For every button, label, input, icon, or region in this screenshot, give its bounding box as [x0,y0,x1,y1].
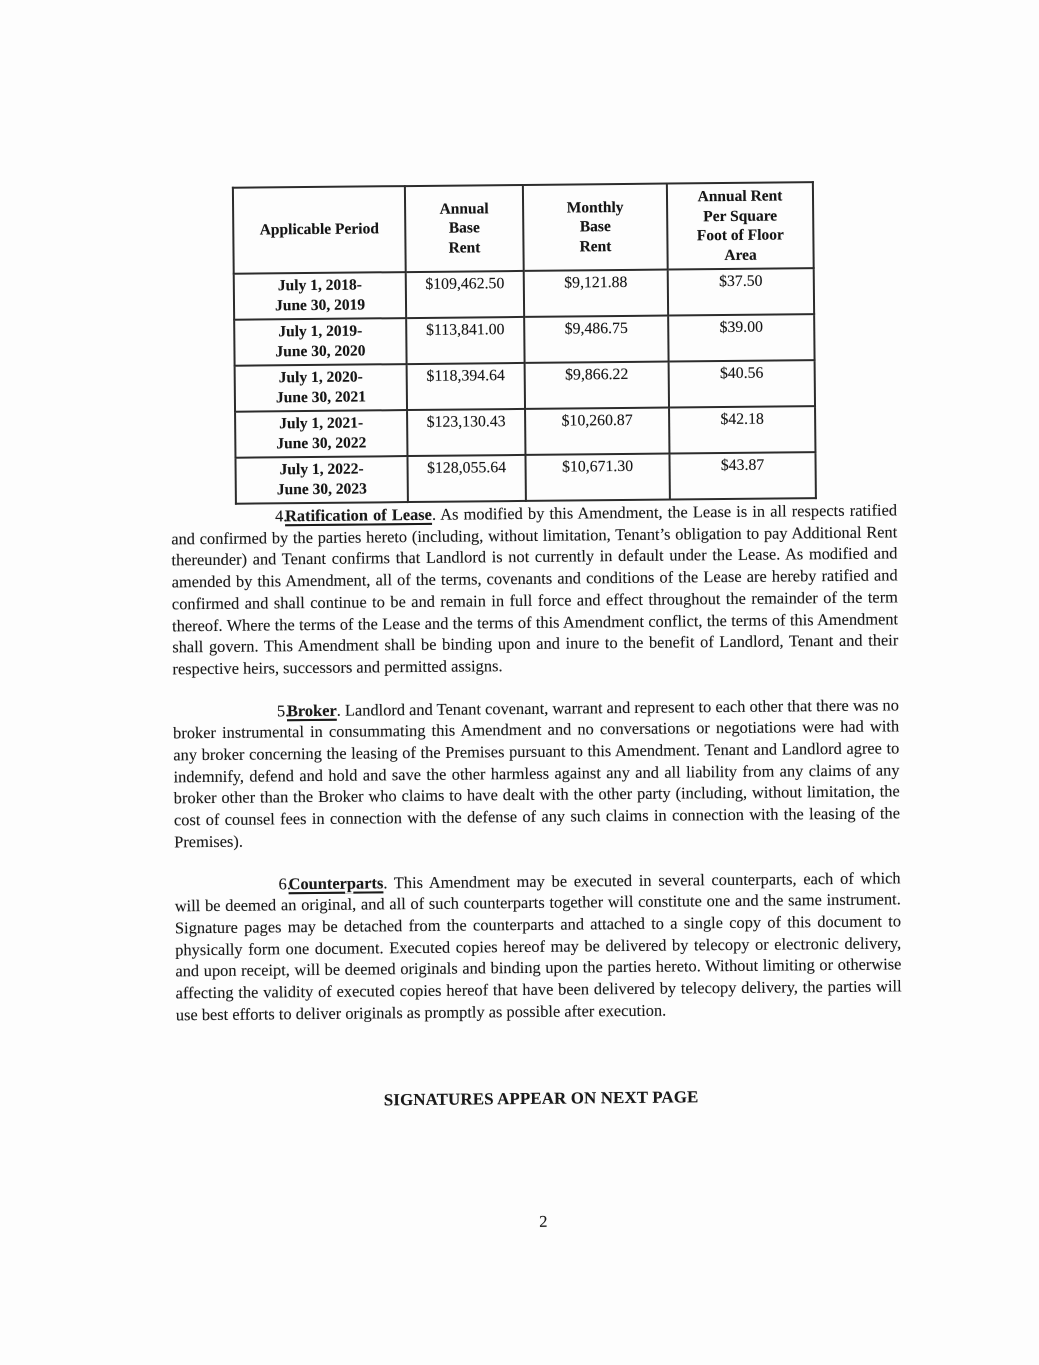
paragraph-body: . As modified by this Amendment, the Lease is in all respects ratified and confirmed by the parties hereto (including, without limitation, Tenant’s obligation to pay Additional Rent thereunder) and Tenant confirms that Landlord is not currently in default under the Lease. As modified and amended by this Amendment, all of the terms, covenants and conditions of the Lease are hereby ratified and confirmed and shall continue to be and remain in full force and effect throughout the remainder of the term thereof. Where the terms of the Lease and the terms of this Amendment conflict, the terms of this Amendment shall govern. This Amendment shall be binding upon and inure to the benefit of Landlord, Tenant and their respective heirs, successors and permitted assigns. [171,500,899,679]
header-line: Per Square [703,207,778,225]
header-line: Base [448,219,480,237]
paragraph-heading: Counterparts [288,872,384,893]
paragraph-number: 4. [274,506,288,526]
period-line: June 30, 2021 [275,388,366,407]
header-line: Annual Rent [697,187,783,206]
rent-per-sq-ft-cell: $37.50 [668,268,814,315]
period-line: July 1, 2020- [278,368,363,387]
rent-per-sq-ft-cell: $39.00 [668,314,814,361]
header-line: Area [724,246,757,264]
paragraph-ratification-of-lease [171,499,899,680]
table-row [235,360,815,412]
monthly-base-rent-cell: $9,866.22 [525,362,669,409]
paragraph-body: . Landlord and Tenant covenant, warrant and represent to each other that there was no broker instrumental in consummating this Amendment and no conversations or negotiations were had with any broker concerning the leasing of the Premises pursuant to this Amendment. Tenant and Landlord agree to indemnify, defend and hold and save the other harmless against any and all liability from any claims of any broker other than the Broker who claims to have dealt with the other party (including, without limitation, the cost of counsel fees in connection with the defense of any such claims in connection with the leasing of the Premises). [173,694,901,852]
header-annual-base-rent [405,185,524,272]
header-annual-rent-per-sq-ft [667,182,814,269]
rent-per-sq-ft-cell: $43.87 [669,452,815,499]
annual-base-rent-cell: $123,130.43 [407,409,525,456]
header-applicable-period [233,186,406,274]
paragraph-broker [173,694,900,853]
period-line: July 1, 2021- [279,414,364,433]
rent-per-sq-ft-cell: $40.56 [669,360,815,407]
period-line: June 30, 2022 [276,434,367,453]
annual-base-rent-cell: $128,055.64 [407,455,525,502]
rent-per-sq-ft-cell: $42.18 [669,406,815,453]
paragraph-heading: Broker [286,700,337,720]
table-row [235,452,815,504]
table-row [235,406,815,458]
table-row [234,268,814,320]
paragraph-body: . This Amendment may be executed in several counterparts, each of which will be deemed an original, and all of such counterparts together will constitute one and the same instrument. Signature pages may be detached from the counterparts and attached to a single copy of this document to physically form one document. Executed copies hereof may be delivered by telecopy or electronic delivery, and upon receipt, will be deemed originals and binding upon the parties hereto. Without limiting or otherwise affecting the validity of executed copies hereof that have been delivered by telecopy delivery, the parties will use best efforts to deliver originals as promptly as possible after execution. [174,867,902,1025]
paragraph-counterparts [174,867,901,1026]
header-line: Applicable Period [259,220,380,239]
table-row [234,314,814,366]
table-header-row [233,182,814,274]
monthly-base-rent-cell: $10,671.30 [525,454,669,501]
annual-base-rent-cell: $118,394.64 [407,363,525,410]
paragraph-heading: Ratification of Lease [284,504,433,526]
period-line: June 30, 2019 [274,296,366,315]
rent-schedule-table [232,181,817,505]
period-cell [235,410,407,458]
header-line: Foot of Floor [696,226,784,245]
period-cell [235,456,407,504]
period-line: June 30, 2020 [275,342,366,361]
header-line: Base [579,218,611,236]
page-number: 2 [539,1211,548,1231]
period-cell [234,318,406,366]
period-line: July 1, 2022- [279,460,364,479]
paragraph-number: 6. [278,873,291,893]
period-cell [235,364,407,412]
monthly-base-rent-cell: $9,121.88 [524,270,668,317]
header-line: Monthly [566,198,624,217]
header-line: Rent [448,239,481,257]
header-monthly-base-rent [523,184,668,271]
period-cell [234,272,406,320]
annual-base-rent-cell: $109,462.50 [406,271,524,318]
period-line: July 1, 2019- [278,322,363,341]
header-line: Annual [439,200,489,218]
header-line: Rent [579,237,612,256]
period-line: July 1, 2018- [277,276,362,295]
body-text [171,499,902,1025]
period-line: June 30, 2023 [276,480,367,499]
monthly-base-rent-cell: $10,260.87 [525,408,669,455]
paragraph-number: 5. [276,700,290,720]
annual-base-rent-cell: $113,841.00 [406,317,524,364]
monthly-base-rent-cell: $9,486.75 [524,316,668,363]
signatures-notice: SIGNATURES APPEAR ON NEXT PAGE [383,1087,699,1110]
